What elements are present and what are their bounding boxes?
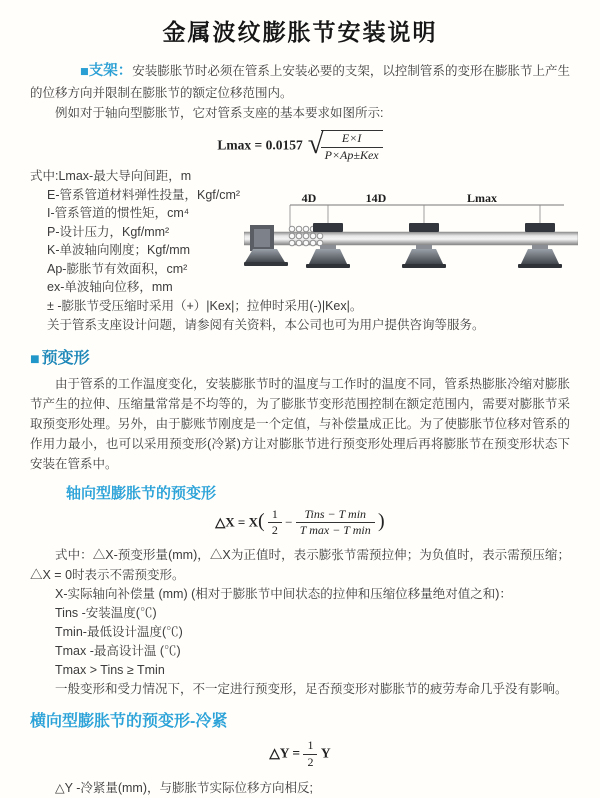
square-bullet-icon: ■ xyxy=(80,64,89,80)
fraction-numerator: 1 xyxy=(268,508,282,524)
support-section-label: 支架： xyxy=(88,63,133,79)
page-title: 金属波纹膨胀节安装说明 xyxy=(162,19,438,45)
support-section xyxy=(30,60,570,335)
dim-label-4d: 4D xyxy=(301,192,317,206)
predeform-heading-label: 预变形 xyxy=(41,349,90,367)
temperature-fraction xyxy=(296,508,375,539)
square-bullet-icon: ■ xyxy=(30,350,40,368)
axial-formula-lhs: △X = X xyxy=(215,513,258,529)
axial-detail-row: Tmin-最低设计温度(℃) xyxy=(55,625,183,640)
support-intro-paragraph xyxy=(30,60,570,103)
lmax-formula-lhs: Lmax = 0.0157 xyxy=(217,137,303,153)
definition-row: ex-单波轴向位移，mm xyxy=(47,280,173,295)
pipe-support xyxy=(518,223,562,268)
open-paren: ( xyxy=(257,510,265,533)
axial-detail-row: Tmax -最高设计温 (℃) xyxy=(55,644,181,659)
dim-label-lmax: Lmax xyxy=(467,192,497,206)
lateral-formula-lhs: △Y = xyxy=(269,745,301,761)
definition-row: P-设计压力，Kgf/mm² xyxy=(47,224,170,239)
radical-icon: √ xyxy=(307,128,324,161)
definitions-list xyxy=(30,167,570,297)
pipe-support xyxy=(402,223,446,268)
one-half-fraction xyxy=(303,739,317,770)
predeform-paragraph: 由于管系的工作温度变化，安装膨胀节时的温度与工作时的温度不同，管系热膨胀冷缩对膨胀节产生的拉伸、压缩量常常是不均等的，为了膨胀节变形范围控制在额定范围内，需要对膨胀节采取预变形处理。另外，由于膨账节刚度是一个定值，与补偿量成正比。为了使膨胀节位移对管系的作用力最小，也可以采用预变形(冷紧)方让对膨胀节进行预变形处理后再将膨胀节在预变形状态下安装在管系中。 xyxy=(30,376,570,471)
lateral-explain: △Y -冷紧量(mm)，与膨胀节实际位移方向相反; xyxy=(55,780,313,795)
axial-predeform-heading: 轴向型膨胀节的预变形 xyxy=(66,484,217,502)
definition-row: K-单波轴向刚度；Kgf/mm xyxy=(47,243,191,258)
definition-row: I-管系管道的惯性矩，cm⁴ xyxy=(47,206,190,221)
lmax-formula-radicand xyxy=(321,130,383,163)
lateral-predeform-heading: 横向型膨胀节的预变形-冷紧 xyxy=(30,713,228,731)
fraction-denominator: 2 xyxy=(307,755,314,770)
axial-formula xyxy=(30,508,570,539)
fraction-numerator: Tins − T min xyxy=(296,508,375,524)
lateral-formula xyxy=(30,739,570,770)
lmax-formula-numerator: E×I xyxy=(321,132,383,148)
predeform-heading xyxy=(30,345,570,368)
support-intro-text: 安装膨胀节时必须在管系上安装必要的支架，以控制管系的变形在膨胀节上产生的位移方向并限制在膨胀节的额定位移范围内。 xyxy=(30,64,570,101)
definition-row: E-管系管道材料弹性投量，Kgf/cm² xyxy=(47,187,241,202)
fraction-denominator: T max − T min xyxy=(299,523,371,538)
service-note: 关于管系支座设计问题，请参阅有关资料，本公司也可为用户提供咨询等服务。 xyxy=(47,317,485,332)
close-paren: ) xyxy=(378,510,385,533)
lmax-formula xyxy=(30,130,570,163)
minus-sign: − xyxy=(285,513,293,529)
fraction-denominator: 2 xyxy=(271,523,278,538)
fraction-numerator: 1 xyxy=(303,739,317,755)
predeform-section xyxy=(30,345,570,798)
axial-detail-row: X-实际轴向补偿量 (mm) (相对于膨胀节中间状态的拉伸和压缩位移量绝对值之和)： xyxy=(55,587,512,602)
axial-detail-row: 一般变形和受力情况下，不一定进行预变形，足否预变形对膨胀节的疲劳寿命几乎没有影响。 xyxy=(55,682,568,697)
sign-note: ± -膨胀节受压缩时采用（+）|Kex|；拉伸时采用(-)|Kex|。 xyxy=(47,298,363,313)
axial-detail-row: Tmax > Tins ≥ Tmin xyxy=(55,663,165,678)
support-example-line: 例如对于轴向型膨胀节，它对管系支座的基本要求如图所示: xyxy=(55,106,384,121)
lmax-formula-denominator: P×Ap±Kex xyxy=(324,148,379,163)
pipe-support-diagram xyxy=(244,192,578,284)
axial-explain: 式中：△X-预变形量(mm)，△X为正值时，表示膨张节需预拉伸；为负值时，表示需预压缩；△X = 0时表示不需预变形。 xyxy=(30,548,570,583)
dim-label-14d: 14D xyxy=(365,192,387,206)
definition-row: 式中:Lmax-最大导向间距，m xyxy=(30,169,192,184)
anchor-support xyxy=(244,225,288,266)
one-half-fraction xyxy=(268,508,282,539)
lateral-formula-rhs: Y xyxy=(320,745,331,761)
axial-detail-row: Tins -安装温度(℃) xyxy=(55,606,157,621)
definition-row: Ap-膨胀节有效面积，cm² xyxy=(47,261,188,276)
